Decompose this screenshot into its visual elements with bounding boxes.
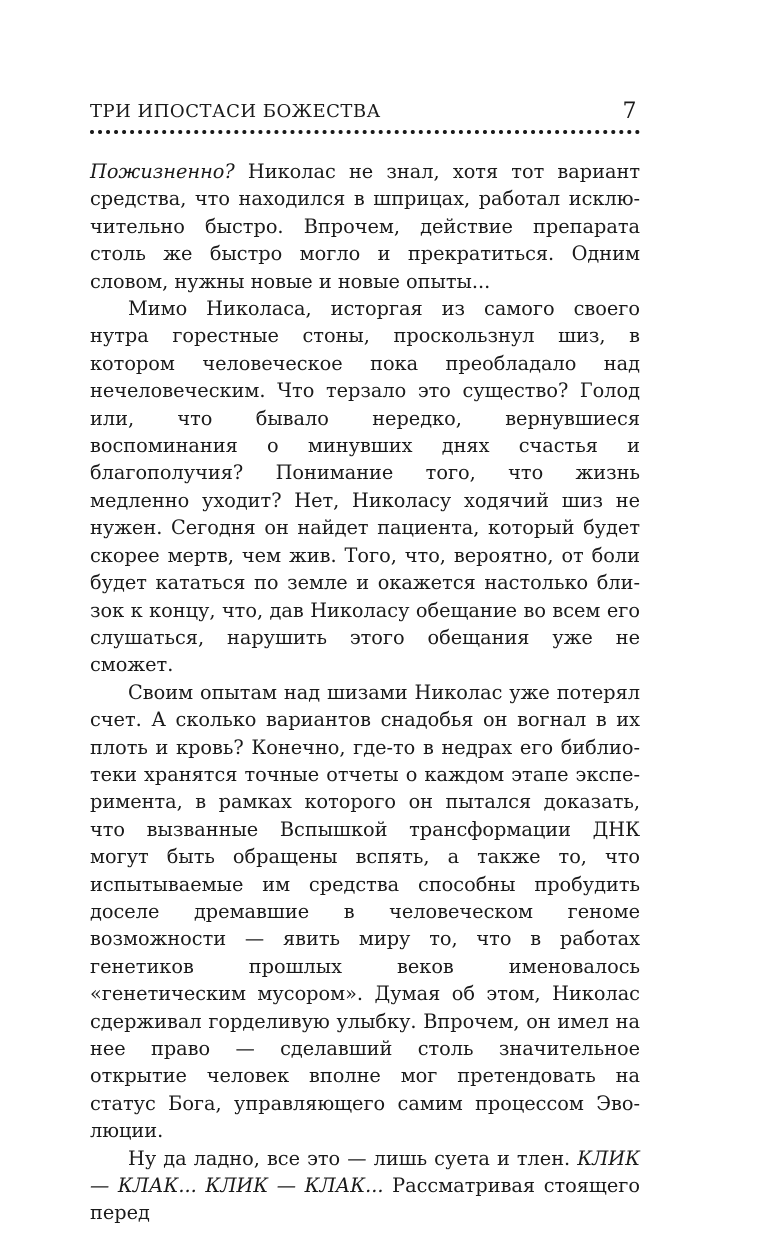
italic-sound: КЛИК — КЛАК... КЛИК — КЛАК... — [90, 1146, 640, 1198]
paragraph-1 — [90, 158, 640, 295]
running-header — [90, 98, 640, 126]
header-dotted-divider — [90, 130, 640, 134]
italic-question: Пожизненно? — [90, 160, 235, 183]
paragraph-2: Мимо Николаса, исторгая из самого своего нутра горестные стоны, проскользнул шиз, в котором человеческое пока преобладало над нечеловеческим. Что терзало это существо? Голод или, что бывало нередко, вернувшиеся воспоминания о минувших днях счастья и благополучия? Понимание того, что жизнь медленно уходит? Нет, Николасу ходячий шиз не нужен. Сегодня он найдет пациента, который будет скорее мертв, чем жив. Того, что, вероятно, от боли будет кататься по земле и окажется настолько близок к концу, что, дав Николасу обещание во всем его слушаться, нарушить этого обещания уже не сможет. — [90, 297, 640, 677]
paragraph-1-text: Николас не знал, хотя тот вариант средства, что находился в шприцах, работал исключительно быстро. Впрочем, действие препарата столь же быстро могло и прекратиться. Одним словом, нужны новые и новые опыты... — [90, 160, 640, 293]
running-title: ТРИ ИПОСТАСИ БОЖЕСТВА — [90, 101, 381, 122]
page-number: 7 — [622, 99, 637, 124]
paragraph-4-text-end: Рассматривая стоящего перед — [90, 1174, 640, 1225]
body-text — [90, 158, 640, 1227]
paragraph-4 — [90, 1145, 640, 1227]
paragraph-3: Своим опытам над шизами Николас уже потерял счет. А сколько вариантов снадобья он вогнал в их плоть и кровь? Конечно, где-то в недрах его библиотеки хранятся точные отчеты о каждом этапе эксперимента, в рамках которого он пытался доказать, что вызванные Вспышкой трансформации ДНК могут быть обращены вспять, а также то, что испытываемые им средства способны пробудить доселе дремавшие в человеческом геноме возможности — явить миру то, что в работах генетиков прошлых веков именовалось «генетическим мусором». Думая об этом, Николас сдерживал горделивую улыбку. Впрочем, он имел на нее право — сделавший столь значительное открытие человек вполне мог претендовать на статус Бога, управляющего самим процессом Эволюции. — [90, 680, 640, 1143]
paragraph-4-text-start: Ну да ладно, все это — лишь суета и тлен. — [128, 1146, 578, 1170]
